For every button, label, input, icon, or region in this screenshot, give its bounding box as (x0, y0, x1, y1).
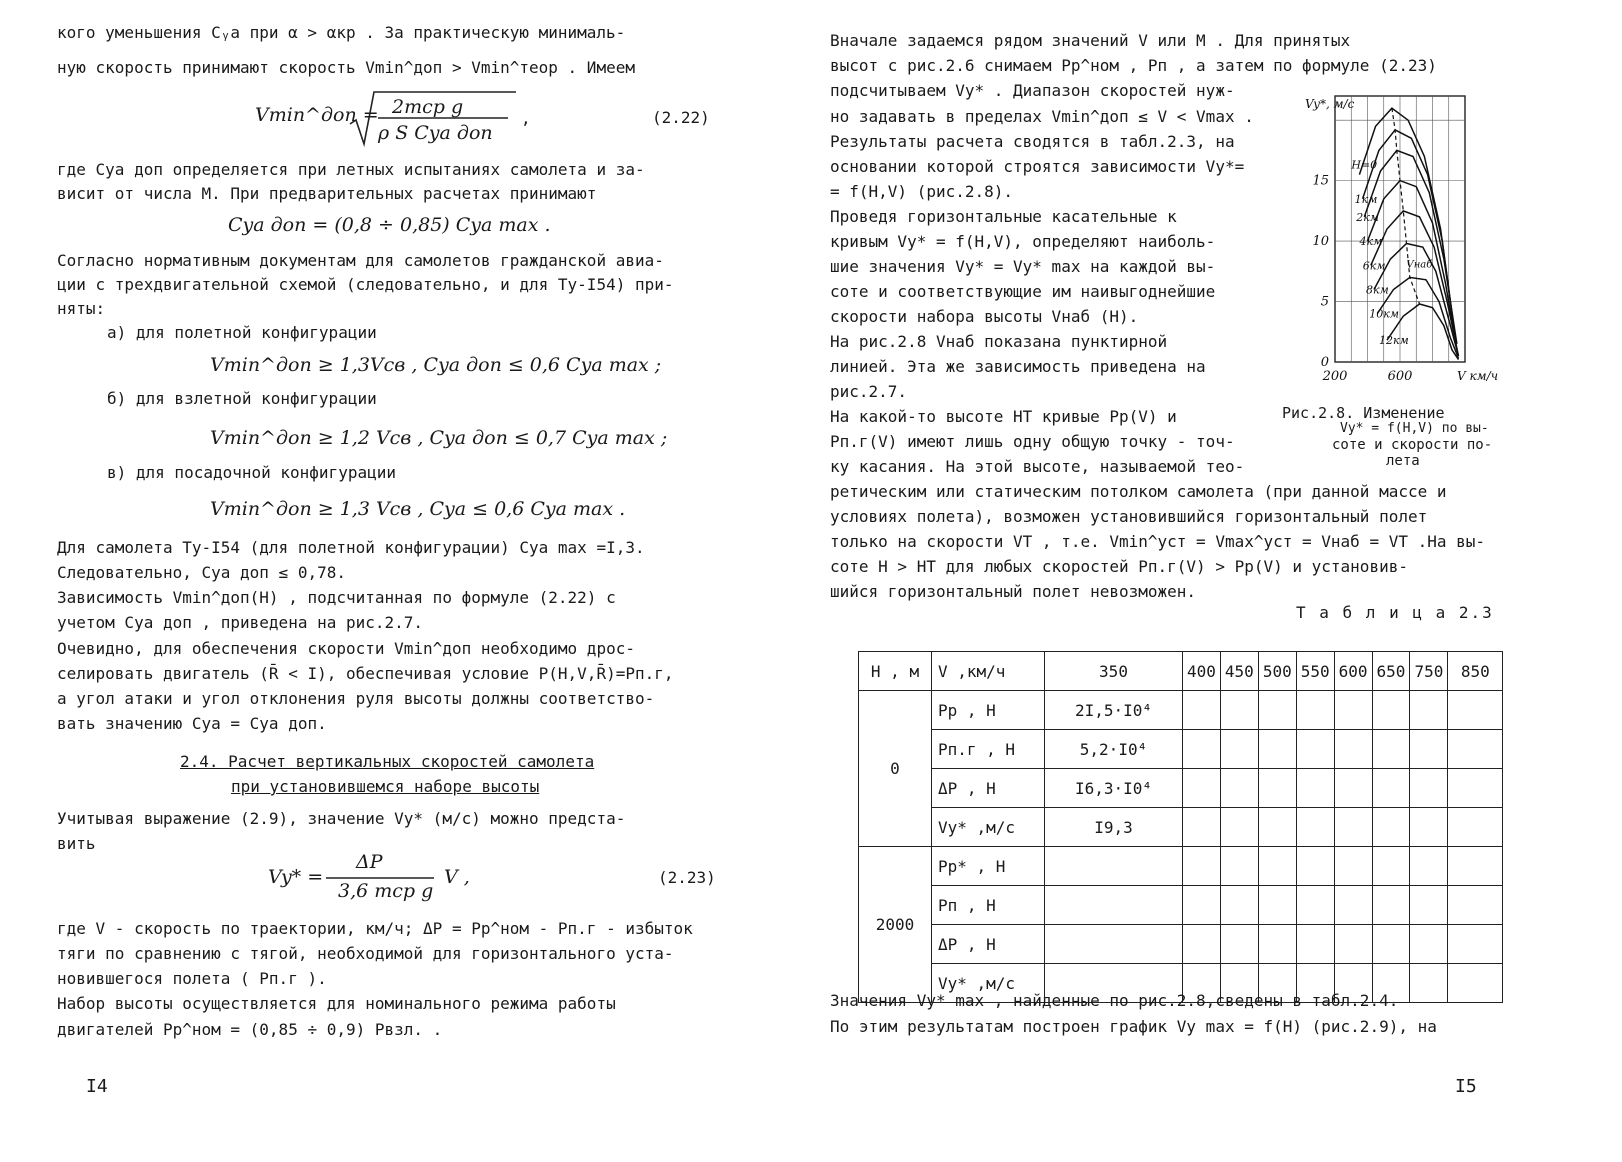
table-empty-cell (1258, 886, 1296, 925)
table-variable-cell: Pп.г , H (932, 730, 1045, 769)
chart-series-label: H=0 (1351, 158, 1378, 172)
chart-series-label: 8км (1366, 283, 1389, 297)
table-header-cell: 650 (1372, 652, 1410, 691)
table-value-cell: I6,3·I0⁴ (1045, 769, 1183, 808)
table-header-row (859, 652, 1503, 691)
table-empty-cell (1183, 730, 1221, 769)
text-line: ку касания. На этой высоте, называемой тео- (830, 457, 1245, 476)
page-number: I4 (86, 1076, 108, 1097)
table-empty-cell (1448, 769, 1503, 808)
table-header-cell: 850 (1448, 652, 1503, 691)
table-empty-cell (1334, 808, 1372, 847)
text-line: соте и соответствующие им наивыгоднейшие (830, 282, 1216, 301)
table-header-cell: 750 (1410, 652, 1448, 691)
table-value-cell: 2I,5·I0⁴ (1045, 691, 1183, 730)
table-empty-cell (1410, 691, 1448, 730)
table-variable-cell: Pp* , H (932, 847, 1045, 886)
table-empty-cell (1334, 847, 1372, 886)
eq-comma: , (521, 109, 531, 128)
table-empty-cell (1448, 964, 1503, 1003)
table-row (859, 847, 1503, 886)
table-empty-cell (1296, 886, 1334, 925)
table-empty-cell (1448, 925, 1503, 964)
table-empty-cell (1410, 847, 1448, 886)
table-empty-cell (1296, 730, 1334, 769)
left-page (0, 0, 780, 1162)
table-header-cell: 500 (1258, 652, 1296, 691)
table-variable-cell: Pп , H (932, 886, 1045, 925)
eq-lhs: Vmin^доп = (255, 104, 379, 126)
table-empty-cell (1220, 847, 1258, 886)
chart-series-label: 10км (1369, 307, 1399, 321)
text-line: подсчитываем Vy* . Диапазон скоростей нуж- (830, 81, 1235, 100)
table-empty-cell (1258, 808, 1296, 847)
equation-b: Vmin^доп ≥ 1,2 Vсв , Cya доп ≤ 0,7 Cya max ; (210, 427, 668, 449)
chart-series-label: 4км (1359, 235, 1383, 249)
figure-2-8-chart (1305, 90, 1499, 390)
chart-series-label: 6км (1362, 259, 1386, 273)
table-empty-cell (1372, 691, 1410, 730)
table-empty-cell (1448, 886, 1503, 925)
text-line: учетом Cya доп , приведена на рис.2.7. (57, 613, 424, 632)
text-line: скорости набора высоты Vнаб (H). (830, 307, 1139, 326)
table-empty-cell (1410, 925, 1448, 964)
text-line: Значения Vy* max , найденные по рис.2.8,сведены в табл.2.4. (830, 991, 1399, 1010)
table-empty-cell (1296, 925, 1334, 964)
table-value-cell (1045, 886, 1183, 925)
text-line: вить (57, 834, 96, 853)
eq-numerator: 2mср g (392, 96, 464, 118)
table-header-cell: 450 (1220, 652, 1258, 691)
caption-line: лета (1386, 453, 1420, 469)
text-line: линией. Эта же зависимость приведена на (830, 357, 1206, 376)
text-line: Pп.г(V) имеют лишь одну общую точку - точ- (830, 432, 1235, 451)
chart-series-label: 2км (1356, 210, 1379, 224)
table-empty-cell (1410, 964, 1448, 1003)
text-line: Согласно нормативным документам для самолетов гражданской авиа- (57, 251, 664, 270)
text-line: кого уменьшения Cᵧa при α > αкр . За практическую минималь- (57, 23, 626, 42)
text-line: где V - скорость по траектории, км/ч; ΔP = Pp^ном - Pп.г - избыток (57, 919, 693, 938)
text-line: Очевидно, для обеспечения скорости Vmin^доп необходимо дрос- (57, 639, 635, 658)
table-empty-cell (1183, 691, 1221, 730)
table-value-cell: I9,3 (1045, 808, 1183, 847)
table-empty-cell (1220, 730, 1258, 769)
text-line: условиях полета), возможен установившийся горизонтальный полет (830, 507, 1428, 526)
eq-number: (2.23) (658, 868, 716, 887)
text-line: а) для полетной конфигурации (107, 323, 377, 342)
table-empty-cell (1258, 769, 1296, 808)
section-heading: 2.4. Расчет вертикальных скоростей самолета (180, 752, 595, 771)
table-row (859, 691, 1503, 730)
text-line: Вначале задаемся рядом значений V или M . Для принятых (830, 31, 1351, 50)
table-empty-cell (1183, 886, 1221, 925)
text-line: тяги по сравнению с тягой, необходимой для горизонтального уста- (57, 944, 674, 963)
caption-line: соте и скорости по- (1332, 437, 1493, 453)
text-line: няты: (57, 299, 106, 318)
table-empty-cell (1296, 691, 1334, 730)
table-empty-cell (1183, 808, 1221, 847)
text-line: только на скорости VT , т.е. Vmin^уст = Vmax^уст = Vнаб = VT .На вы- (830, 532, 1486, 551)
text-line: На рис.2.8 Vнаб показана пунктирной (830, 332, 1168, 351)
table-row (859, 925, 1503, 964)
equation-c: Vmin^доп ≥ 1,3 Vсв , Cya ≤ 0,6 Cya max . (210, 498, 626, 520)
table-empty-cell (1410, 769, 1448, 808)
table-empty-cell (1410, 886, 1448, 925)
table-title: Т а б л и ц а 2.3 (1296, 603, 1494, 622)
table-empty-cell (1448, 730, 1503, 769)
table-empty-cell (1220, 886, 1258, 925)
table-empty-cell (1296, 847, 1334, 886)
text-line: б) для взлетной конфигурации (107, 389, 377, 408)
table-header-cell: 400 (1183, 652, 1221, 691)
table-empty-cell (1372, 808, 1410, 847)
text-line: шие значения Vy* = Vy* max на каждой вы- (830, 257, 1216, 276)
table-empty-cell (1220, 769, 1258, 808)
caption-line: Vy* = f(H,V) по вы- (1340, 421, 1489, 436)
table-empty-cell (1183, 769, 1221, 808)
text-line: Следовательно, Cya доп ≤ 0,78. (57, 563, 346, 582)
table-empty-cell (1220, 925, 1258, 964)
chart-series-label: 12км (1379, 334, 1409, 348)
text-line: двигателей Pp^ном = (0,85 ÷ 0,9) Pвзл. . (57, 1020, 443, 1039)
eq-denominator: 3,6 mср g (338, 880, 434, 902)
table-empty-cell (1410, 808, 1448, 847)
eq-numerator: ΔP (356, 851, 383, 873)
table-variable-cell: Vy* ,м/с (932, 808, 1045, 847)
table-empty-cell (1334, 886, 1372, 925)
table-empty-cell (1372, 847, 1410, 886)
chart-x-label: V км/ч (1457, 369, 1499, 383)
table-empty-cell (1258, 847, 1296, 886)
chart-x-tick: 200 (1322, 369, 1348, 384)
text-line: в) для посадочной конфигурации (107, 463, 396, 482)
table-value-cell (1045, 925, 1183, 964)
table-empty-cell (1258, 925, 1296, 964)
text-line: высот с рис.2.6 снимаем Pp^ном , Pп , а затем по формуле (2.23) (830, 56, 1437, 75)
table-h-cell: 2000 (859, 847, 932, 1003)
text-line: новившегося полета ( Pп.г ). (57, 969, 327, 988)
equation-cya: Cya доп = (0,8 ÷ 0,85) Cya max . (228, 214, 551, 236)
table-empty-cell (1372, 925, 1410, 964)
table-variable-cell: ΔP , H (932, 925, 1045, 964)
table-2-3 (858, 651, 1503, 1003)
text-line: селировать двигатель (R̄ < I), обеспечивая условие P(H,V,R̄)=Pп.г, (57, 664, 674, 683)
section-heading: при установившемся наборе высоты (231, 777, 540, 796)
table-empty-cell (1372, 886, 1410, 925)
table-empty-cell (1258, 691, 1296, 730)
eq-number: (2.22) (652, 108, 710, 127)
text-line: Результаты расчета сводятся в табл.2.3, на (830, 132, 1235, 151)
text-line: По этим результатам построен график Vy max = f(H) (рис.2.9), на (830, 1017, 1437, 1036)
table-header-cell: V ,км/ч (932, 652, 1045, 691)
table-empty-cell (1220, 808, 1258, 847)
table-value-cell: 5,2·I0⁴ (1045, 730, 1183, 769)
text-line: ретическим или статическим потолком самолета (при данной массе и (830, 482, 1447, 501)
table-header-cell: 550 (1296, 652, 1334, 691)
text-line: Для самолета Ту-I54 (для полетной конфигурации) Cya max =I,3. (57, 538, 645, 557)
text-line: кривым Vy* = f(H,V), определяют наиболь- (830, 232, 1216, 251)
text-line: = f(H,V) (рис.2.8). (830, 182, 1014, 201)
equation-a: Vmin^доп ≥ 1,3Vсв , Cya доп ≤ 0,6 Cya max ; (210, 354, 662, 376)
table-row (859, 808, 1503, 847)
text-line: Набор высоты осуществляется для номинального режима работы (57, 994, 616, 1013)
table-variable-cell: Vy* ,м/с (932, 964, 1045, 1003)
table-empty-cell (1448, 691, 1503, 730)
eq-rhs: V , (444, 866, 470, 888)
text-line: Зависимость Vmin^доп(H) , подсчитанная по формуле (2.22) с (57, 588, 616, 607)
text-line: соте H > HT для любых скоростей Pп.г(V) > Pp(V) и установив- (830, 557, 1408, 576)
text-line: шийся горизонтальный полет невозможен. (830, 582, 1197, 601)
table-row (859, 886, 1503, 925)
table-empty-cell (1258, 730, 1296, 769)
table-header-cell: 350 (1045, 652, 1183, 691)
text-line: но задавать в пределах Vmin^доп ≤ V < Vmax . (830, 107, 1254, 126)
chart-y-tick: 10 (1312, 234, 1329, 250)
chart-x-tick: 600 (1387, 369, 1413, 384)
text-line: На какой-то высоте HT кривые Pp(V) и (830, 407, 1177, 426)
chart-y-tick: 0 (1320, 355, 1329, 370)
text-line: Проведя горизонтальные касательные к (830, 207, 1177, 226)
chart-series-label: 1км (1354, 192, 1378, 206)
text-line: вать значению Cya = Cya доп. (57, 714, 327, 733)
table-empty-cell (1410, 730, 1448, 769)
table-empty-cell (1183, 925, 1221, 964)
text-line: основании которой строятся зависимости Vy*= (830, 157, 1245, 176)
text-line: а угол атаки и угол отклонения руля высоты должны соответство- (57, 689, 655, 708)
table-variable-cell: ΔP , H (932, 769, 1045, 808)
table-value-cell (1045, 847, 1183, 886)
table-variable-cell: Pp , H (932, 691, 1045, 730)
table-empty-cell (1372, 730, 1410, 769)
table-empty-cell (1372, 769, 1410, 808)
chart-annotation: Vнаб (1406, 259, 1433, 271)
table-empty-cell (1334, 769, 1372, 808)
text-line: рис.2.7. (830, 382, 908, 401)
table-empty-cell (1334, 730, 1372, 769)
text-line: ции с трехдвигательной схемой (следовательно, и для Ту-I54) при- (57, 275, 674, 294)
table-empty-cell (1183, 847, 1221, 886)
table-header-cell: 600 (1334, 652, 1372, 691)
table-empty-cell (1448, 847, 1503, 886)
table-empty-cell (1448, 808, 1503, 847)
table-empty-cell (1334, 691, 1372, 730)
chart-y-tick: 5 (1320, 294, 1329, 310)
eq-denominator: ρ S Cya доп (378, 122, 493, 144)
table-header-cell: H , м (859, 652, 932, 691)
text-line: висит от числа M. При предварительных расчетах принимают (57, 184, 597, 203)
eq-lhs: Vy* = (268, 866, 324, 888)
table-empty-cell (1334, 925, 1372, 964)
text-line: Учитывая выражение (2.9), значение Vy* (м/с) можно предста- (57, 809, 626, 828)
table-empty-cell (1296, 769, 1334, 808)
table-row (859, 769, 1503, 808)
caption-line: Рис.2.8. Изменение (1282, 404, 1445, 422)
chart-y-label: Vy*, м/с (1305, 97, 1355, 111)
table-h-cell: 0 (859, 691, 932, 847)
table-row (859, 730, 1503, 769)
chart-y-tick: 15 (1312, 173, 1329, 189)
text-line: ную скорость принимают скорость Vmin^доп > Vmin^теор . Имеем (57, 58, 635, 77)
table-empty-cell (1220, 691, 1258, 730)
page-number: I5 (1455, 1076, 1477, 1097)
text-line: где Cya доп определяется при летных испытаниях самолета и за- (57, 160, 645, 179)
table-empty-cell (1296, 808, 1334, 847)
